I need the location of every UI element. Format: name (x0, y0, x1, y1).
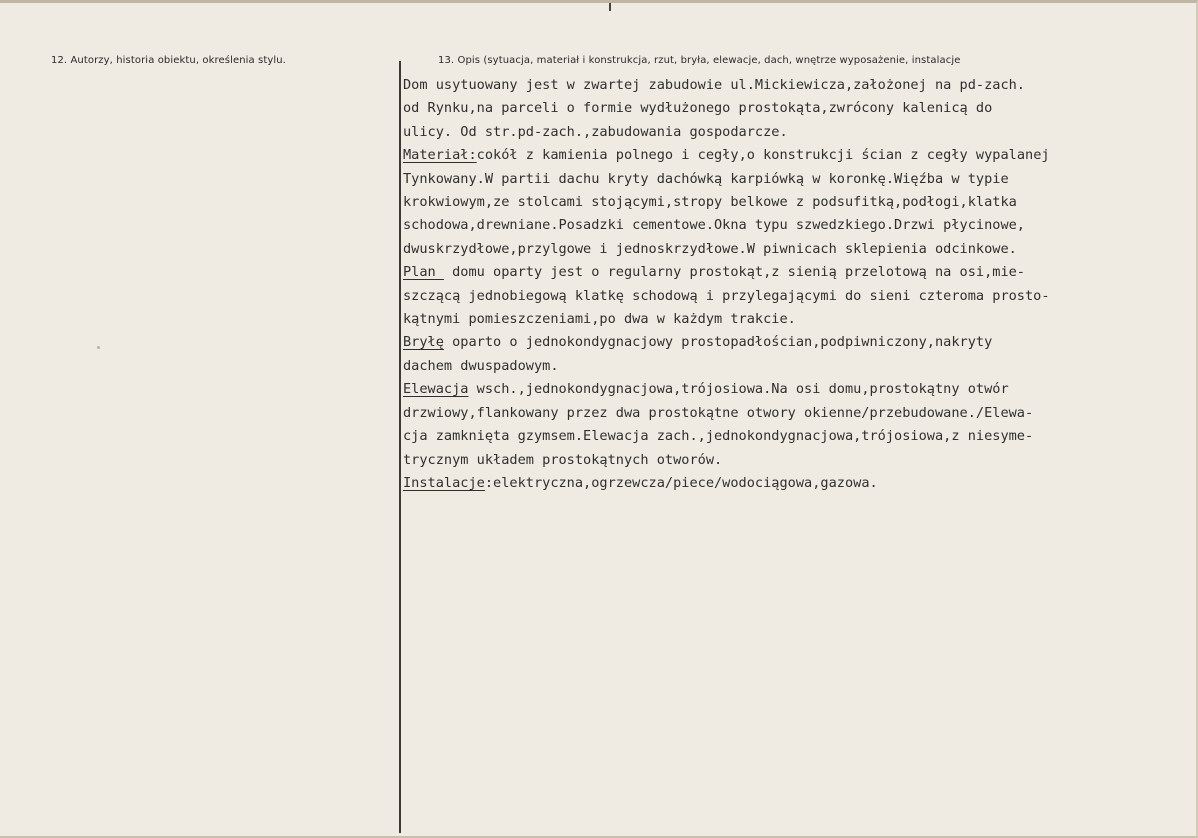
line-text: Dom usytuowany jest w zwartej zabudowie ul.Mickiewicza,założonej na pd-zach. (403, 77, 1025, 93)
underlined-heading: Instalacje (403, 474, 485, 491)
description-line (403, 121, 1193, 144)
line-text: dwuskrzydłowe,przylgowe i jednoskrzydłowe.W piwnicach sklepienia odcinkowe. (403, 240, 1017, 257)
line-text: ulicy. Od str.pd-zach.,zabudowania gospodarcze. (403, 123, 788, 140)
description-line (403, 472, 1193, 495)
top-mark (609, 3, 611, 11)
description-line (403, 308, 1193, 331)
underlined-heading: Plan (403, 264, 444, 281)
description-line (403, 285, 1193, 308)
underlined-heading: Materiał: (403, 147, 477, 164)
description-line (403, 449, 1193, 472)
description-text (403, 74, 1193, 495)
section-12-header: 12. Autorzy, historia obiektu, określenia stylu. (51, 55, 286, 66)
description-line (403, 214, 1193, 237)
line-text: krokwiowym,ze stolcami stojącymi,stropy belkowe z podsufitką,podłogi,klatka (403, 194, 1017, 211)
line-text: cokół z kamienia polnego i cegły,o konstrukcji ścian z cegły wypalanej (476, 147, 1050, 164)
line-text: trycznym układem prostokątnych otworów. (403, 451, 723, 468)
description-line (403, 97, 1193, 120)
description-line (403, 238, 1193, 261)
line-text: drzwiowy,flankowany przez dwa prostokątne otwory okienne/przebudowane./Elewa- (403, 404, 1034, 421)
description-line (403, 402, 1193, 425)
line-text: kątnymi pomieszczeniami,po dwa w każdym trakcie. (403, 311, 796, 328)
section-13-header: 13. Opis (sytuacja, materiał i konstrukcja, rzut, bryła, elewacje, dach, wnętrze wyposażenie, instalacje (438, 55, 961, 66)
underlined-heading: Elewacja (403, 381, 469, 398)
description-line (403, 168, 1193, 191)
line-text: schodowa,drewniane.Posadzki cementowe.Okna typu szwedzkiego.Drzwi płycinowe, (403, 217, 1025, 234)
line-text: od Rynku,na parceli o formie wydłużonego prostokąta,zwrócony kalenicą do (403, 100, 993, 117)
line-text: dachem dwuspadowym. (403, 357, 559, 374)
description-line (403, 425, 1193, 448)
description-line (403, 74, 1193, 97)
description-line (403, 191, 1193, 214)
line-text: cja zamknięta gzymsem.Elewacja zach.,jednokondygnacjowa,trójosiowa,z niesyme- (403, 428, 1034, 445)
line-text: oparto o jednokondygnacjowy prostopadłościan,podpiwniczony,nakryty (443, 334, 993, 351)
paper-speck (97, 346, 100, 349)
underlined-heading: Bryłę (403, 334, 444, 351)
description-line (403, 355, 1193, 378)
line-text: wsch.,jednokondygnacjowa,trójosiowa.Na osi domu,prostokątny otwór (468, 381, 1009, 398)
column-divider (399, 61, 401, 833)
line-text: szczącą jednobiegową klatkę schodową i przylegającymi do sieni czteroma prosto- (403, 287, 1050, 304)
description-line (403, 261, 1193, 284)
description-line (403, 378, 1193, 401)
line-text: Tynkowany.W partii dachu kryty dachówką karpiówką w koronkę.Więźba w typie (403, 170, 1009, 187)
line-text: :elektryczna,ogrzewcza/piece/wodociągowa,gazowa. (484, 474, 878, 491)
line-text: domu oparty jest o regularny prostokąt,z sienią przelotową na osi,mie- (443, 264, 1025, 281)
description-line (403, 144, 1193, 167)
description-line (403, 331, 1193, 354)
